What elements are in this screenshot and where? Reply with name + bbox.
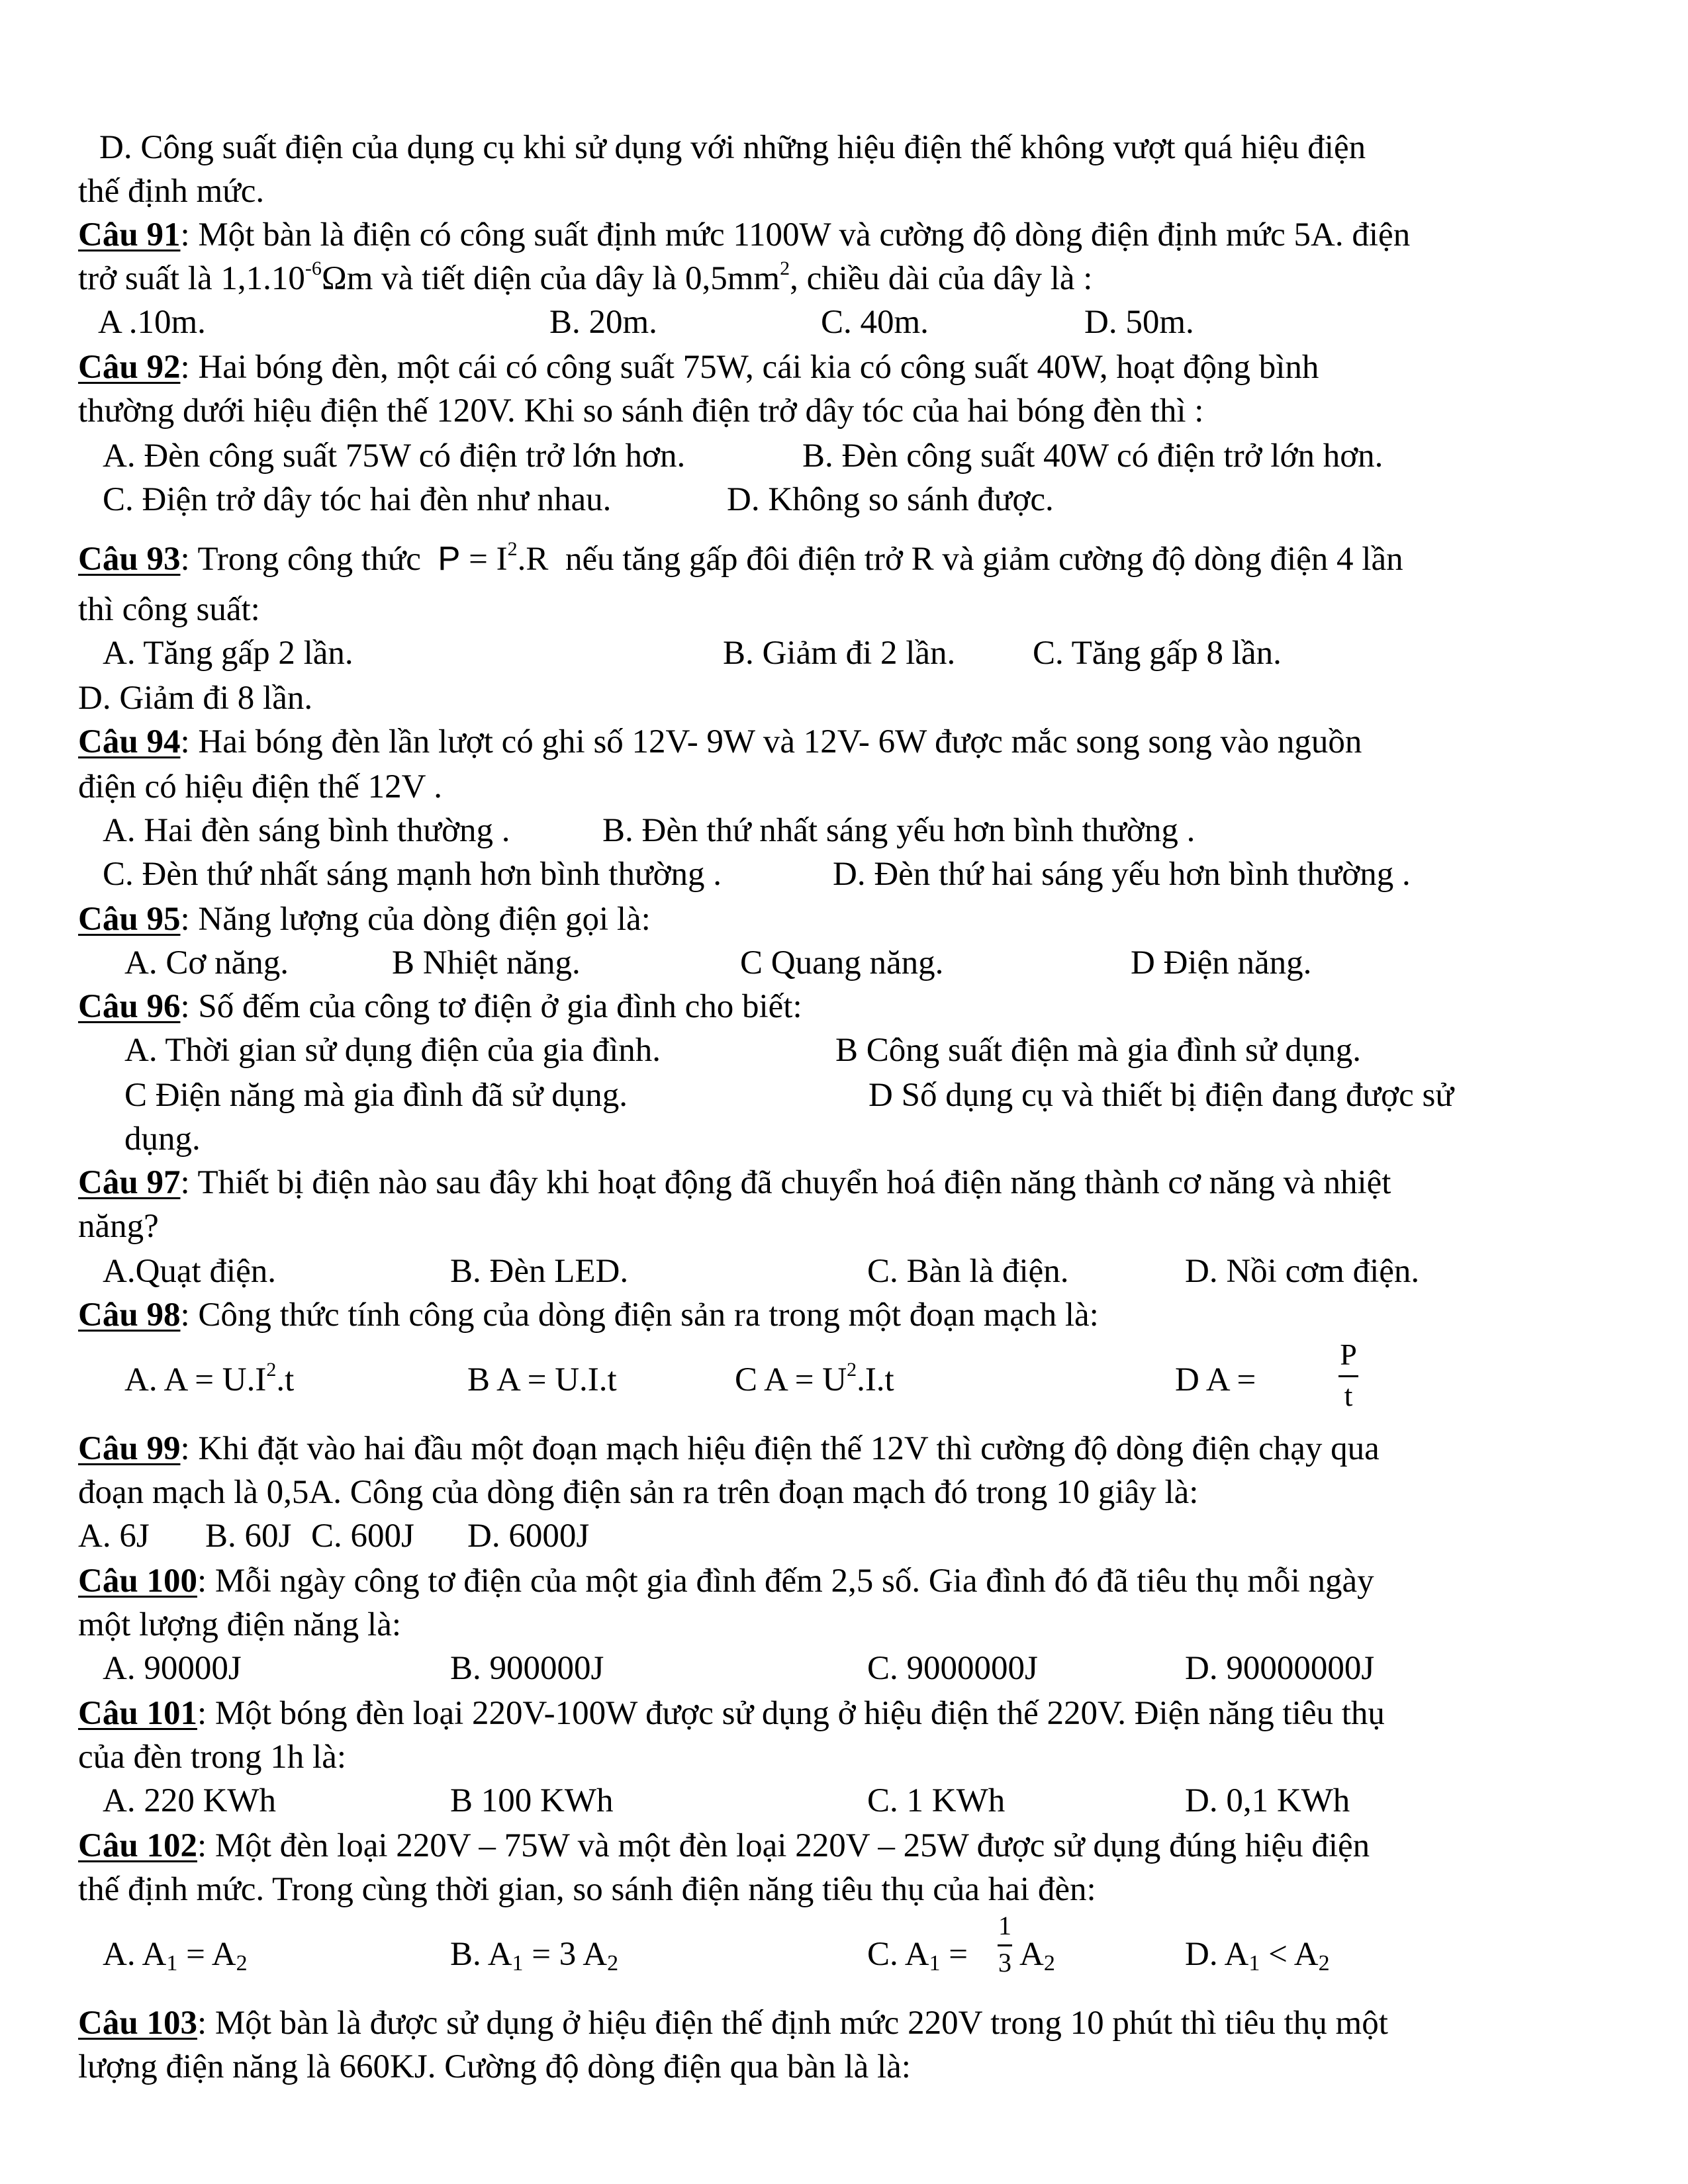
question-103 [78, 2007, 1388, 2040]
answer-option-c: C. 1 KWh [867, 1782, 1006, 1819]
fraction-numerator: P [1340, 1338, 1357, 1371]
answer-option-b: B. Đèn công suất 40W có điện trở lớn hơn. [802, 437, 1383, 475]
fraction-p-over-t [1337, 1340, 1360, 1412]
question-103-line2: lượng điện năng là 660KJ. Cường độ dòng điện qua bàn là là: [78, 2048, 911, 2085]
option-text: A. A = U.I [124, 1361, 267, 1398]
question-97 [78, 1166, 1391, 1200]
question-102 [78, 1829, 1370, 1863]
answer-option-d-continued: dụng. [124, 1120, 201, 1158]
formula-p: P [438, 539, 461, 577]
question-label: Câu 92 [78, 349, 181, 386]
answer-option-b: B A = U.I.t [467, 1361, 617, 1398]
question-95 [78, 903, 651, 936]
fraction-one-third [996, 1913, 1013, 1978]
option-text: .t [276, 1361, 295, 1398]
exponent: 2 [507, 538, 518, 560]
fraction-numerator: 1 [998, 1911, 1011, 1940]
answer-option-c: C. 600J [311, 1518, 414, 1555]
question-text: : Công thức tính công của dòng điện sản ra trong một đoạn mạch là: [180, 1297, 1099, 1334]
answer-option-a [103, 1936, 248, 1976]
question-91 [78, 218, 1410, 252]
option-text: .I.t [857, 1361, 894, 1398]
answer-option-b: B. 20m. [549, 304, 657, 341]
option-text: C. A [867, 1936, 929, 1973]
question-99 [78, 1432, 1380, 1466]
subscript: 2 [607, 1951, 619, 1976]
question-100 [78, 1565, 1374, 1598]
exponent: 2 [780, 257, 790, 279]
answer-option-d: D. 6000J [467, 1518, 590, 1555]
question-98 [78, 1298, 1099, 1332]
fraction-denominator: t [1344, 1379, 1353, 1412]
answer-option-b: B Nhiệt năng. [392, 944, 581, 981]
answer-option-c: C. 9000000J [867, 1650, 1038, 1687]
answer-option-a: A. Tăng gấp 2 lần. [103, 635, 353, 672]
answer-option-d: D. Không so sánh được. [727, 481, 1054, 518]
subscript: 1 [166, 1951, 178, 1976]
question-101 [78, 1697, 1385, 1731]
question-label: Câu 103 [78, 2005, 197, 2042]
answer-option-d: D Số dụng cụ và thiết bị điện đang được sử [868, 1077, 1454, 1114]
answer-option-c [867, 1936, 968, 1976]
q90-option-d-line1: D. Công suất điện của dụng cụ khi sử dụng với những hiệu điện thế không vượt quá hiệu điện [99, 129, 1366, 166]
answer-option-d: D. Giảm đi 8 lần. [78, 680, 313, 717]
answer-option-b: B. Đèn LED. [450, 1253, 629, 1290]
subscript: 2 [1043, 1951, 1055, 1976]
option-text: = 3 A [523, 1936, 608, 1973]
question-label: Câu 101 [78, 1695, 197, 1732]
answer-option-d [1185, 1936, 1330, 1976]
exponent: 2 [266, 1359, 277, 1381]
option-text: A [1019, 1936, 1044, 1973]
subscript: 1 [929, 1951, 941, 1976]
fraction-denominator: 3 [998, 1948, 1011, 1978]
question-text: : Trong công thức [180, 541, 421, 578]
question-text: , chiều dài của dây là : [790, 260, 1093, 297]
question-text: : Hai bóng đèn lần lượt có ghi số 12V- 9W và 12V- 6W được mắc song song vào nguồn [180, 723, 1362, 760]
option-text: C A = U [735, 1361, 847, 1398]
question-label: Câu 99 [78, 1430, 181, 1467]
question-96 [78, 990, 802, 1024]
question-92-line2: thường dưới hiệu điện thế 120V. Khi so sánh điện trở dây tóc của hai bóng đèn thì : [78, 392, 1204, 430]
question-text: : Một bàn là được sử dụng ở hiệu điện thế định mức 220V trong 10 phút thì tiêu thụ một [197, 2005, 1388, 2042]
answer-option-b: B. Đèn thứ nhất sáng yếu hơn bình thường . [602, 812, 1196, 849]
exponent: 2 [847, 1359, 857, 1381]
answer-option-b: B 100 KWh [450, 1782, 614, 1819]
answer-option-a: A. Thời gian sử dụng điện của gia đình. [124, 1032, 661, 1069]
option-text: = A [177, 1936, 236, 1973]
question-97-line2: năng? [78, 1208, 159, 1245]
question-text: : Mỗi ngày công tơ điện của một gia đình đếm 2,5 số. Gia đình đó đã tiêu thụ mỗi ngày [197, 1563, 1374, 1600]
answer-option-c: C Điện năng mà gia đình đã sử dụng. [124, 1077, 628, 1114]
question-text: : Số đếm của công tơ điện ở gia đình cho biết: [180, 988, 802, 1025]
option-text: < A [1260, 1936, 1319, 1973]
answer-option-c-end [1019, 1936, 1055, 1976]
option-text: B. A [450, 1936, 512, 1973]
answer-option-d [1175, 1363, 1256, 1397]
answer-option-a: A. 220 KWh [103, 1782, 277, 1819]
answer-option-c: C. Đèn thứ nhất sáng mạnh hơn bình thường . [103, 856, 722, 893]
question-text: : Một bóng đèn loại 220V-100W được sử dụng ở hiệu điện thế 220V. Điện năng tiêu thụ [197, 1695, 1385, 1732]
question-label: Câu 91 [78, 216, 181, 253]
answer-option-a: A. 6J [78, 1518, 150, 1555]
answer-option-c [735, 1359, 894, 1398]
q90-option-d-line2: thế định mức. [78, 173, 265, 210]
answer-option-a: A. 90000J [103, 1650, 242, 1687]
question-99-line2: đoạn mạch là 0,5A. Công của dòng điện sản ra trên đoạn mạch đó trong 10 giây là: [78, 1474, 1199, 1511]
question-text: : Năng lượng của dòng điện gọi là: [180, 901, 651, 938]
answer-option-b [450, 1936, 619, 1976]
answer-option-d: D. Nồi cơm điện. [1185, 1253, 1420, 1290]
formula: .R [517, 541, 549, 578]
answer-option-c: C. Bàn là điện. [867, 1253, 1069, 1290]
question-text: Ωm và tiết diện của dây là 0,5mm [321, 260, 780, 297]
answer-option-a: A. Đèn công suất 75W có điện trở lớn hơn. [103, 437, 686, 475]
answer-option-c: C. Tăng gấp 8 lần. [1033, 635, 1282, 672]
subscript: 2 [1318, 1951, 1330, 1976]
subscript: 1 [512, 1951, 524, 1976]
answer-option-d: D Điện năng. [1131, 944, 1312, 981]
subscript: 1 [1248, 1951, 1260, 1976]
question-94-line2: điện có hiệu điện thế 12V . [78, 768, 443, 805]
question-label: Câu 97 [78, 1164, 181, 1201]
answer-option-b: B. Giảm đi 2 lần. [723, 635, 956, 672]
option-text: A. A [103, 1936, 167, 1973]
answer-option-c: C Quang năng. [740, 944, 944, 981]
question-label: Câu 98 [78, 1297, 181, 1334]
answer-option-a: A. Cơ năng. [124, 944, 289, 981]
question-text: : Khi đặt vào hai đầu một đoạn mạch hiệu điện thế 12V thì cường độ dòng điện chạy qua [180, 1430, 1380, 1467]
formula: = I [460, 541, 508, 578]
question-text: : Hai bóng đèn, một cái có công suất 75W, cái kia có công suất 40W, hoạt động bình [180, 349, 1319, 386]
question-94 [78, 725, 1362, 759]
exponent: -6 [305, 257, 322, 279]
option-text: = [940, 1936, 968, 1973]
question-label: Câu 95 [78, 901, 181, 938]
answer-option-c: C. 40m. [821, 304, 929, 341]
question-label: Câu 94 [78, 723, 181, 760]
answer-option-a: A. Hai đèn sáng bình thường . [103, 812, 510, 849]
question-label: Câu 93 [78, 541, 181, 578]
answer-option-b: B. 60J [205, 1518, 292, 1555]
question-100-line2: một lượng điện năng là: [78, 1606, 402, 1643]
answer-option-d: D. 90000000J [1185, 1650, 1375, 1687]
question-label: Câu 96 [78, 988, 181, 1025]
answer-option-b: B. 900000J [450, 1650, 604, 1687]
question-text: trở suất là 1,1.10 [78, 260, 305, 297]
question-93 [78, 538, 1403, 578]
question-101-line2: của đèn trong 1h là: [78, 1739, 347, 1776]
answer-option-d: D. 0,1 KWh [1185, 1782, 1350, 1819]
answer-option-d: D. Đèn thứ hai sáng yếu hơn bình thường . [833, 856, 1411, 893]
option-text: D A = [1175, 1361, 1256, 1398]
question-text: nếu tăng gấp đôi điện trở R và giảm cường độ dòng điện 4 lần [565, 541, 1403, 578]
question-text: : Một bàn là điện có công suất định mức 1100W và cường độ dòng điện định mức 5A. điện [180, 216, 1411, 253]
answer-option-a [124, 1359, 295, 1398]
question-label: Câu 100 [78, 1563, 197, 1600]
question-92 [78, 351, 1319, 385]
question-102-line2: thế định mức. Trong cùng thời gian, so sánh điện năng tiêu thụ của hai đèn: [78, 1871, 1096, 1908]
answer-option-c: C. Điện trở dây tóc hai đèn như nhau. [103, 481, 612, 518]
option-text: D. A [1185, 1936, 1249, 1973]
answer-option-b: B Công suất điện mà gia đình sử dụng. [835, 1032, 1362, 1069]
question-91-line2 [78, 257, 1093, 297]
question-93-line2: thì công suất: [78, 591, 260, 628]
answer-option-d: D. 50m. [1084, 304, 1194, 341]
answer-option-a: A.Quạt điện. [103, 1253, 277, 1290]
question-text: : Một đèn loại 220V – 75W và một đèn loại 220V – 25W được sử dụng đúng hiệu điện [197, 1827, 1370, 1864]
question-text: : Thiết bị điện nào sau đây khi hoạt động đã chuyển hoá điện năng thành cơ năng và nhiệt [180, 1164, 1391, 1201]
answer-option-a: A .10m. [98, 304, 206, 341]
question-label: Câu 102 [78, 1827, 197, 1864]
subscript: 2 [236, 1951, 248, 1976]
